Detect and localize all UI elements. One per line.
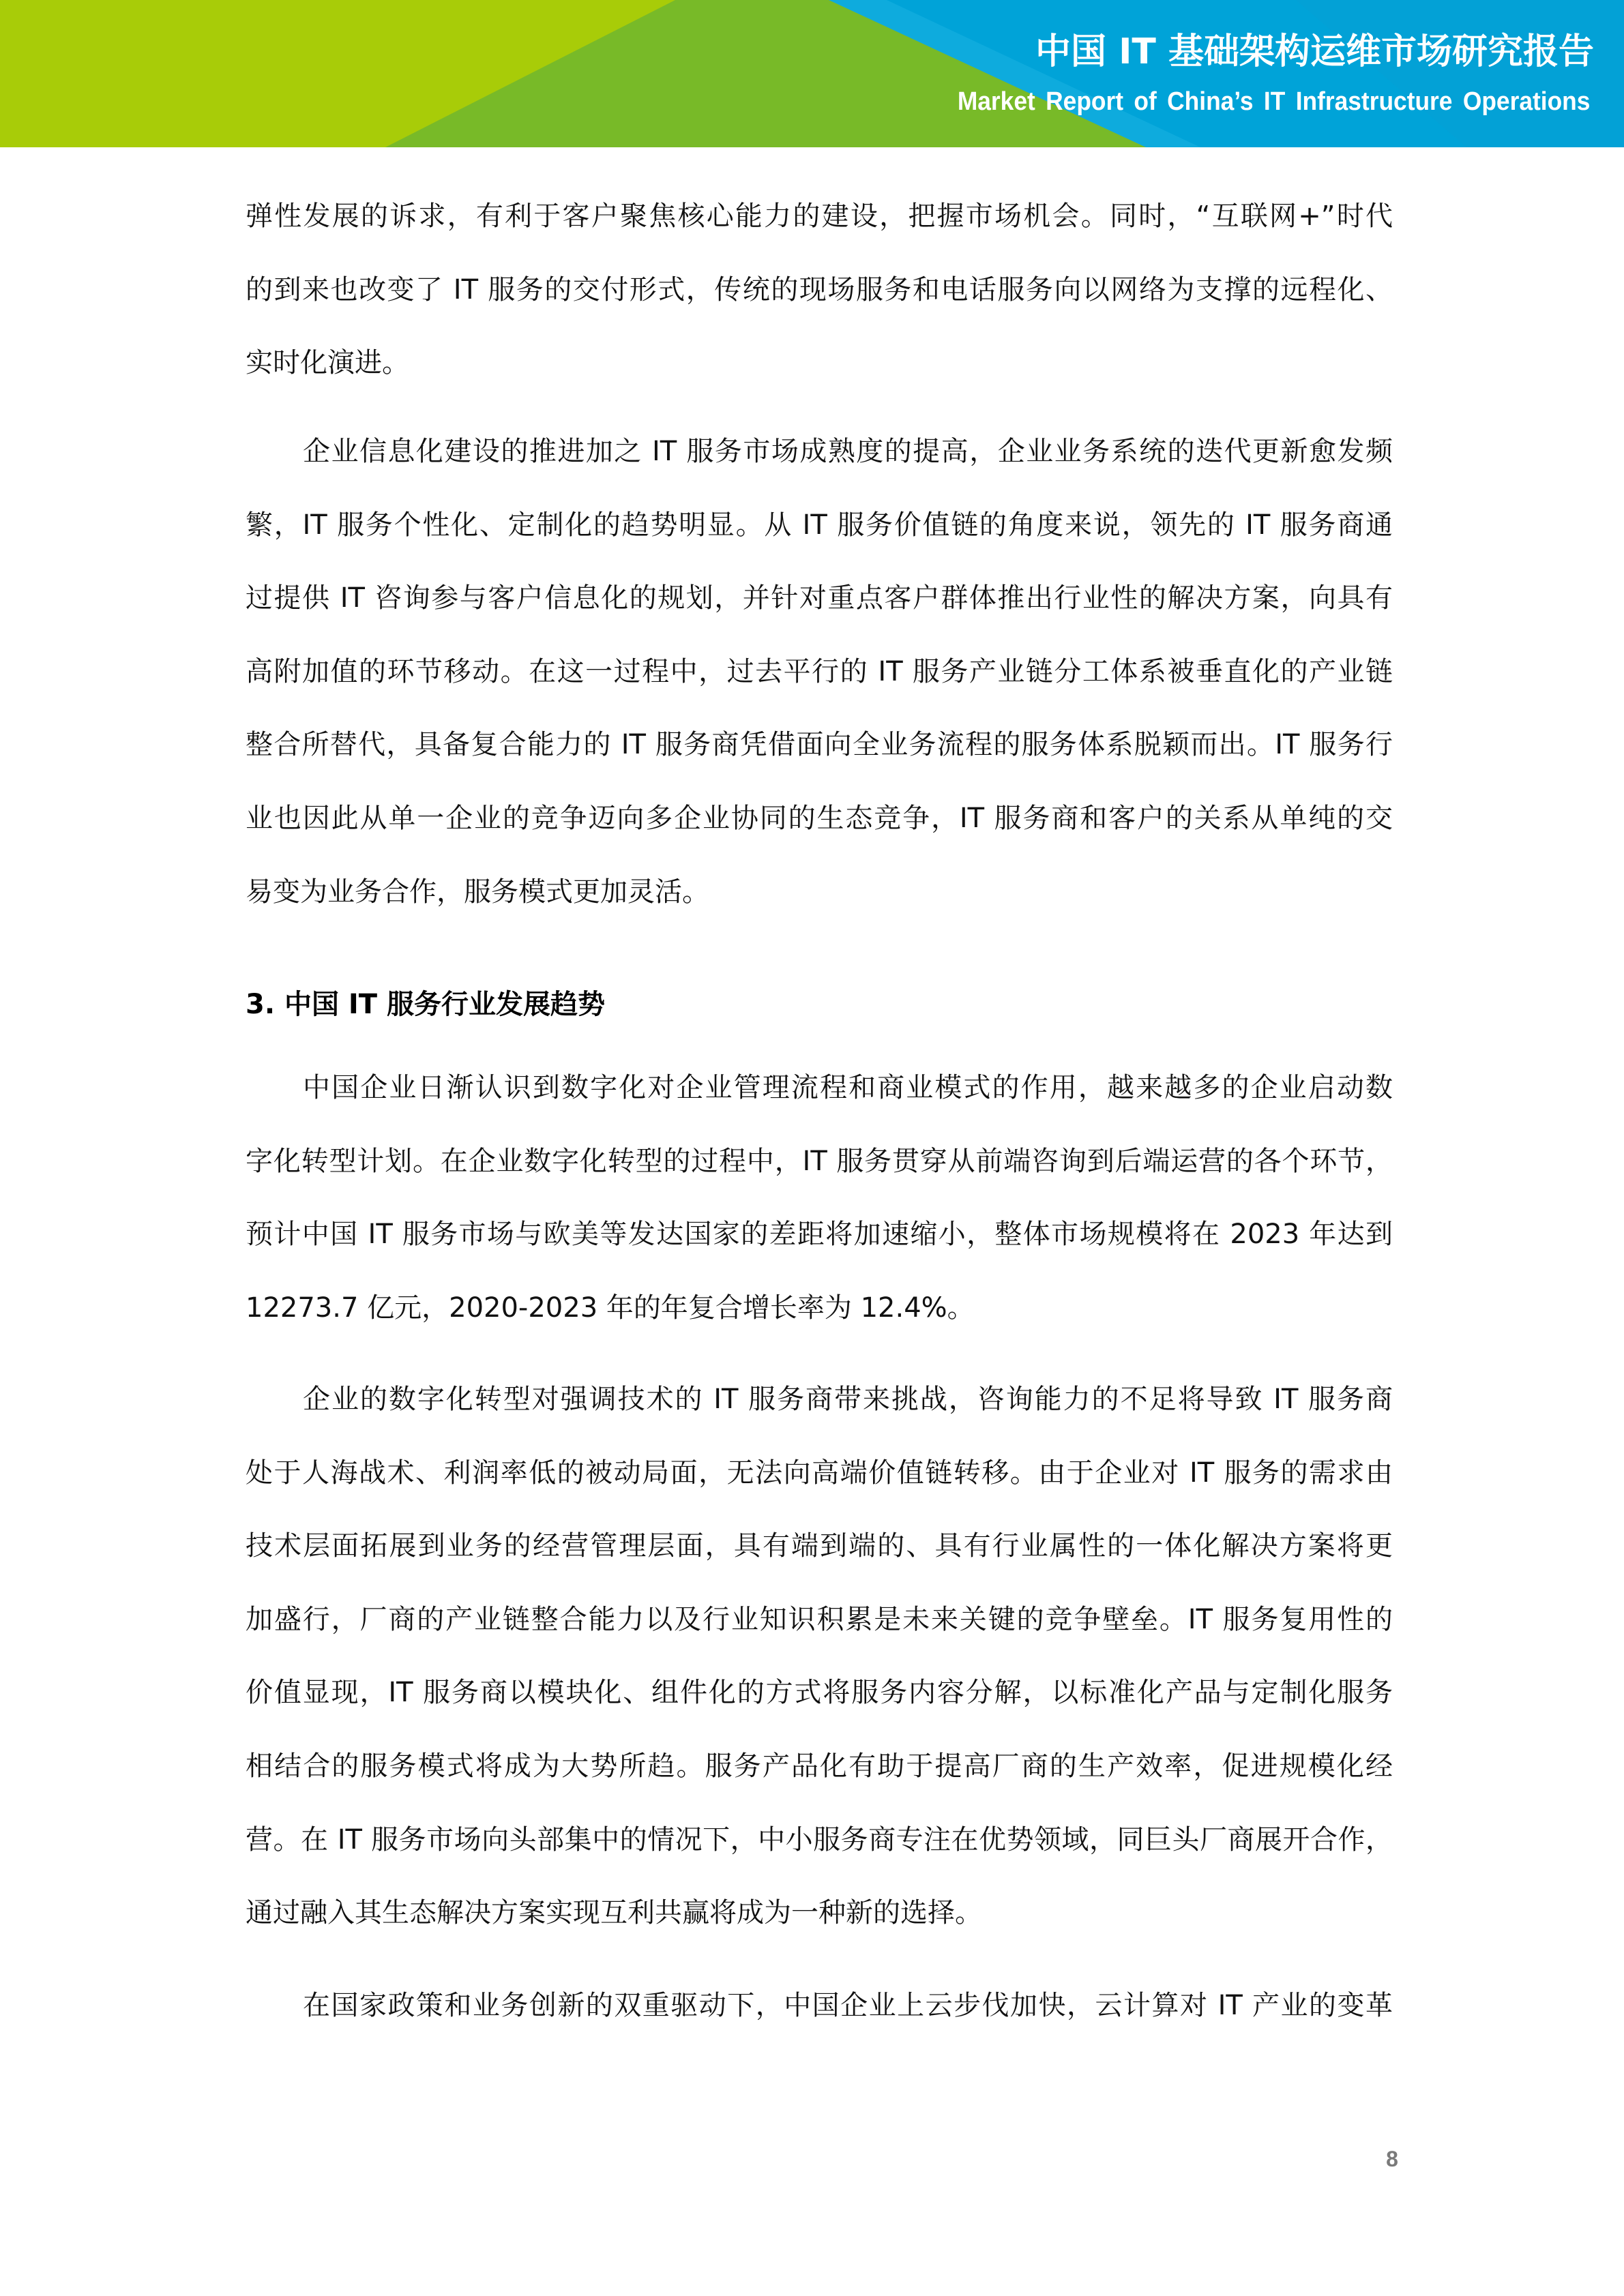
text-line: 字化转型计划。在企业数字化转型的过程中，IT 服务贯穿从前端咨询到后端运营的各个环节， bbox=[246, 1145, 1393, 1177]
text-line: 高附加值的环节移动。在这一过程中，过去平行的 IT 服务产业链分工体系被垂直化的产业链 bbox=[246, 655, 1393, 687]
text-line: 易变为业务合作，服务模式更加灵活。 bbox=[246, 876, 709, 908]
text-line: 相结合的服务模式将成为大势所趋。服务产品化有助于提高厂商的生产效率，促进规模化经 bbox=[246, 1750, 1393, 1782]
paragraph-cloud-computing bbox=[246, 1991, 1393, 2065]
text-line: 处于人海战术、利润率低的被动局面，无法向高端价值链转移。由于企业对 IT 服务的需求由 bbox=[246, 1457, 1393, 1489]
text-line: 技术层面拓展到业务的经营管理层面，具有端到端的、具有行业属性的一体化解决方案将更 bbox=[246, 1530, 1393, 1562]
text-line: 业也因此从单一企业的竞争迈向多企业协同的生态竞争，IT 服务商和客户的关系从单纯的交 bbox=[246, 802, 1393, 834]
text-line: 企业信息化建设的推进加之 IT 服务市场成熟度的提高，企业业务系统的迭代更新愈发频 bbox=[303, 436, 1393, 467]
paragraph-service-challenges bbox=[246, 1385, 1393, 1972]
text-line: 在国家政策和业务创新的双重驱动下，中国企业上云步伐加快，云计算对 IT 产业的变革 bbox=[303, 1990, 1393, 2021]
text-line: 繁，IT 服务个性化、定制化的趋势明显。从 IT 服务价值链的角度来说，领先的 IT 服务商通 bbox=[246, 509, 1393, 541]
paragraph-digital-transformation bbox=[246, 1073, 1393, 1367]
text-line: 整合所替代，具备复合能力的 IT 服务商凭借面向全业务流程的服务体系脱颖而出。IT 服务行 bbox=[246, 729, 1393, 761]
paragraph-it-service-chain bbox=[246, 437, 1393, 951]
text-line: 加盛行，厂商的产业链整合能力以及行业知识积累是未来关键的竞争壁垒。IT 服务复用性的 bbox=[246, 1603, 1393, 1635]
text-line: 中国企业日渐认识到数字化对企业管理流程和商业模式的作用，越来越多的企业启动数 bbox=[303, 1072, 1393, 1103]
text-line: 实时化演进。 bbox=[246, 347, 409, 379]
text-line: 预计中国 IT 服务市场与欧美等发达国家的差距将加速缩小，整体市场规模将在 2023 年达到 bbox=[246, 1219, 1393, 1251]
text-line: 营。在 IT 服务市场向头部集中的情况下，中小服务商专注在优势领域，同巨头厂商展开合作， bbox=[246, 1823, 1393, 1855]
text-line: 企业的数字化转型对强调技术的 IT 服务商带来挑战，咨询能力的不足将导致 IT 服务商 bbox=[303, 1384, 1393, 1415]
section-heading: 3. 中国 IT 服务行业发展趋势 bbox=[246, 989, 605, 1020]
text-line: 弹性发展的诉求，有利于客户聚焦核心能力的建设，把握市场机会。同时，“互联网+”时代 bbox=[246, 200, 1393, 232]
text-line: 通过融入其生态解决方案实现互利共赢将成为一种新的选择。 bbox=[246, 1897, 982, 1929]
text-line: 12273.7 亿元，2020-2023 年的年复合增长率为 12.4%。 bbox=[246, 1292, 975, 1324]
text-line: 过提供 IT 咨询参与客户信息化的规划，并针对重点客户群体推出行业性的解决方案，向具有 bbox=[246, 582, 1393, 614]
page-number: 8 bbox=[1386, 2147, 1398, 2171]
report-title-english: Market Report of China’s IT Infrastructure Operations bbox=[957, 87, 1590, 116]
report-title-chinese: 中国 IT 基础架构运维市场研究报告 bbox=[1035, 31, 1594, 72]
text-line: 的到来也改变了 IT 服务的交付形式，传统的现场服务和电话服务向以网络为支撑的远程化、 bbox=[246, 273, 1393, 305]
text-line: 价值显现，IT 服务商以模块化、组件化的方式将服务内容分解，以标准化产品与定制化服务 bbox=[246, 1677, 1393, 1709]
paragraph-continuation bbox=[246, 202, 1393, 422]
header-banner bbox=[0, 0, 1624, 147]
banner-background bbox=[0, 0, 1624, 147]
